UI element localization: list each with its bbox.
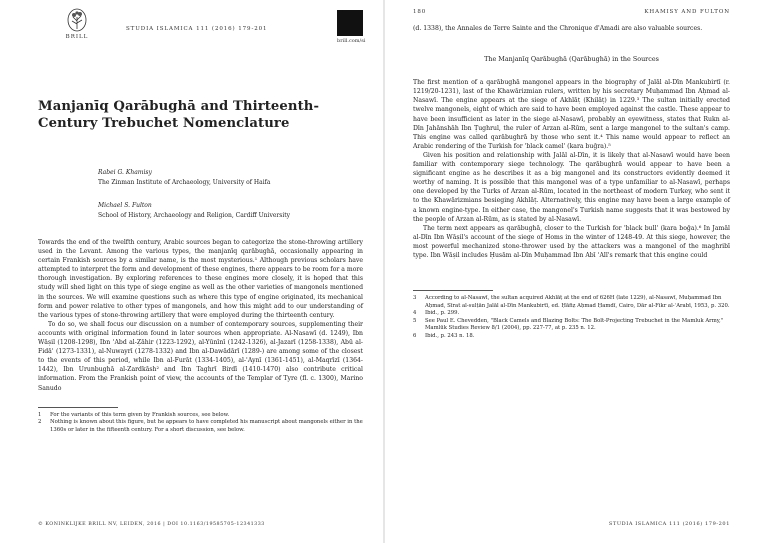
footnote [413,295,730,310]
footnote-text: According to al-Nasawī, the sultan acquired Akhlāṭ at the end of 626H (late 1229), al-Nasawī, Muḥammad Ibn Aḥmad, Sīrat al-sulṭān Jalāl al-Dīn Mankubirtī, ed. Ḥāfiẓ Aḥmad Ḥamdī, Cairo, Dār al-Fikr al-ʿArabī, 1953, p. 320. [425,295,730,309]
footnote [38,419,363,434]
footnote-text: Ibid., p. 299. [425,310,460,317]
footnote-text: For the variants of this term given by Frankish sources, see below. [50,411,230,418]
author-affiliation: The Zinman Institute of Archaeology, University of Haifa [98,178,271,186]
article-title: Manjanīq Qarābughā and Thirteenth-Century Trebuchet Nomenclature [38,99,320,131]
site-logo-icon [337,10,363,36]
journal-footer: STUDIA ISLAMICA 111 (2016) 179-201 [608,521,730,527]
site-logo [337,10,366,44]
running-head: KHAMISY AND FULTON [644,9,730,15]
author-affiliation: School of History, Archaeology and Religion, Cardiff University [98,211,291,219]
right-page [385,0,768,543]
left-body-text [38,238,363,393]
author-name: Michael S. Fulton [98,202,152,209]
site-logo-text: brill.com/si [337,38,366,44]
journal-header: STUDIA ISLAMICA 111 (2016) 179-201 [126,26,268,32]
footnote-number: 1 [38,411,42,418]
footnote [413,318,730,333]
footnote-text: Ibid., p. 243 n. 18. [425,333,475,340]
footnote-number: 6 [413,333,417,340]
footnote-text: Nothing is known about this figure, but he appears to have completed his manuscript about mangonels either in the 1360s or later in the fifteenth century. For a short discussion, see below. [50,419,363,433]
author-name: Rabei G. Khamisy [98,169,152,176]
paragraph: Towards the end of the twelfth century, Arabic sources began to categorize the stone-throwing artillery used in the Levant. Among the various types, the manjanīq qarābughā, occasionally appearing in certain Frankish sources by a similar name, is the most mysterious.¹ Although previous scholars have attempted to interpret the form and development of these engines, there appears to be room for a more thorough investigation. By exploring references to these engines more closely, it is hoped that this study will shed light on this type of siege engine as well as the other varieties of mangonels mentioned in the sources. We will examine questions such as where this type of engine originated, its mechanical form and power relative to other types of mangonels, and how this might add to our understanding of the various types of stone-throwing artillery that were employed during the thirteenth century. [38,239,363,319]
copyright-footer: © KONINKLIJKE BRILL NV, LEIDEN, 2016 | DOI 10.1163/19585705-12341333 [38,522,265,527]
paragraph: (d. 1338), the Annales de Terre Sainte and the Chronique d'Amadi are also valuable sources. [413,25,703,32]
section-title: The Manjanīq Qarābughā (Qarābughā) in the Sources [484,55,659,64]
footnote-number: 2 [38,419,42,426]
left-page [0,0,383,543]
footnote-number: 3 [413,295,417,302]
publisher-name: BRILL [65,34,89,40]
footnote-number: 5 [413,317,417,324]
author-block [98,168,363,220]
footnote-rule [38,407,118,408]
right-header [413,0,730,24]
paragraph: To do so, we shall focus our discussion on a number of contemporary sources, supplementing their accounts with original information found in later sources when appropriate. Al-Nasawī (d. 1249), Ibn Wāṣil (1208-1298), Ibn ʿAbd al-Ẓāhir (1223-1292), al-Yūnīnī (1242-1326), al-Jazarī (1258-1338), Abū al-Fidāʾ (1273-1331), al-Nuwayrī (1278-1332) and Ibn al-Dawādārī (1289-) are among some of the closest to the events of this period, while Ibn al-Furāt (1334-1405), al-ʿAynī (1361-1451), al-Maqrīzī (1364-1442), Ibn Urunbughā al-Zardkāsh² and Ibn Taghrī Birdī (1410-1470) also contribute critical information. From the Frankish point of view, the accounts of the Templar of Tyre (fl. c. 1300), Marino Sanudo [38,320,363,392]
left-header [38,0,366,58]
publisher-logo [64,8,90,40]
brill-tree-icon [66,8,88,34]
paragraph: The first mention of a qarābughā mangonel appears in the biography of Jalāl al-Dīn Mankubirtī (r. 1219/20-1231), last of the Khawārizmian rulers, written by his secretary Muḥammad Ibn Aḥmad al-Nasawī. The engine appears at the siege of Akhlāṭ (Khilāṭ) in 1229.³ The sultan initially erected twelve mangonels, eight of which are said to have been employed against the castle. These appear to have been insufficient as later in the siege al-Nasawī, probably an eyewitness, states that Rukn al-Dīn Jahānshāh Ibn Ṭughrul, the ruler of Arzan al-Rūm, sent a large mangonel to the sultan's camp. This engine was called qarābughrā by those who sent it.⁴ This name would appear to reflect an Arabic rendering of the Turkish for 'black camel' (kara buğra).⁵ [413,79,730,150]
footnote [413,310,730,318]
footnote-number: 4 [413,310,417,317]
footnote [38,412,363,420]
paragraph: Given his position and relationship with Jalāl al-Dīn, it is likely that al-Nasawī would have been familiar with contemporary siege technology. The qarābughrā would appear to have been a significant engine as he describes it as a big mangonel and its constructors evidently deemed it worthy of naming. It is possible that this mangonel was of a type unfamiliar to al-Nasawī, perhaps one developed by the Turks of Arzan al-Rūm, located in the northeast of modern Turkey, who sent it to the Khawārizmians besieging Akhlāṭ. Alternatively, this engine may have been a large example of a known engine-type. In either case, the mangonel's Turkish name suggests that it was bestowed by the people of Arzan al-Rūm, as is stated by al-Nasawī. [413,151,730,223]
paragraph: The term next appears as qarābughā, closer to the Turkish for 'black bull' (kara boğa).⁶ In Jamāl al-Dīn Ibn Wāṣil's account of the siege of Homs in the winter of 1248-49. At this siege, however, the most powerful mechanized stone-thrower used by the attackers was a mangonel of the maghribī type. Ibn Wāṣil includes Ḥusām al-Dīn Muḥammad Ibn Abī ʿAlī's remark that this engine could [413,224,730,259]
author-1 [98,168,363,187]
right-body-text [413,24,730,260]
footnote-text: See Paul E. Chevedden, "Black Camels and Blazing Bolts: The Bolt-Projecting Trebuchet in the Mamluk Army," Mamlūk Studies Review 8/1 (2004), pp. 227-77, at p. 235 n. 12. [425,317,724,332]
author-2 [98,201,363,220]
footnote [413,333,730,341]
footnote-rule [413,290,493,291]
page-number: 180 [413,9,427,15]
